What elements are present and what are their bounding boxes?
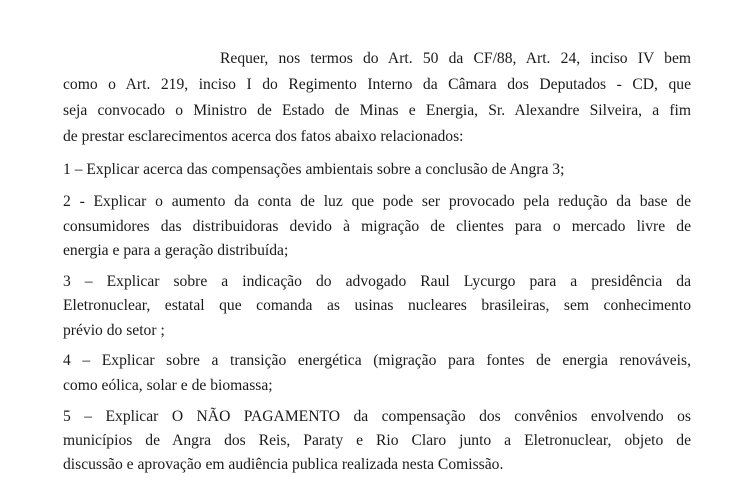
- item-line: prévio do setor ;: [63, 322, 165, 339]
- item-line: 1 – Explicar acerca das compensações ambientais sobre a conclusão de Angra 3;: [63, 161, 565, 178]
- item-line: 3 – Explicar sobre a indicação do advogado Raul Lycurgo para a presidência da: [63, 273, 691, 290]
- intro-line: Requer, nos termos do Art. 50 da CF/88, Art. 24, inciso IV bem: [220, 50, 691, 67]
- intro-line: de prestar esclarecimentos acerca dos fatos abaixo relacionados:: [63, 128, 464, 145]
- item-line: Eletronuclear, estatal que comanda as usinas nucleares brasileiras, sem conhecimento: [63, 297, 691, 314]
- item-line: 5 – Explicar O NÃO PAGAMENTO da compensação dos convênios envolvendo os: [63, 408, 691, 425]
- intro-line: como o Art. 219, inciso I do Regimento Interno da Câmara dos Deputados - CD, que: [63, 76, 691, 93]
- intro-line: seja convocado o Ministro de Estado de Minas e Energia, Sr. Alexandre Silveira, a fim: [63, 102, 691, 119]
- item-line: 4 – Explicar sobre a transição energética (migração para fontes de energia renováveis,: [63, 352, 691, 369]
- item-line: energia e para a geração distribuída;: [63, 242, 289, 259]
- item-line: consumidores das distribuidoras devido à migração de clientes para o mercado livre de: [63, 218, 691, 235]
- item-line: como eólica, solar e de biomassa;: [63, 377, 273, 394]
- item-line: municípios de Angra dos Reis, Paraty e Rio Claro junto a Eletronuclear, objeto de: [63, 432, 691, 449]
- item-line: discussão e aprovação em audiência publica realizada nesta Comissão.: [63, 456, 504, 473]
- item-line: 2 - Explicar o aumento da conta de luz que pode ser provocado pela redução da base de: [63, 193, 691, 210]
